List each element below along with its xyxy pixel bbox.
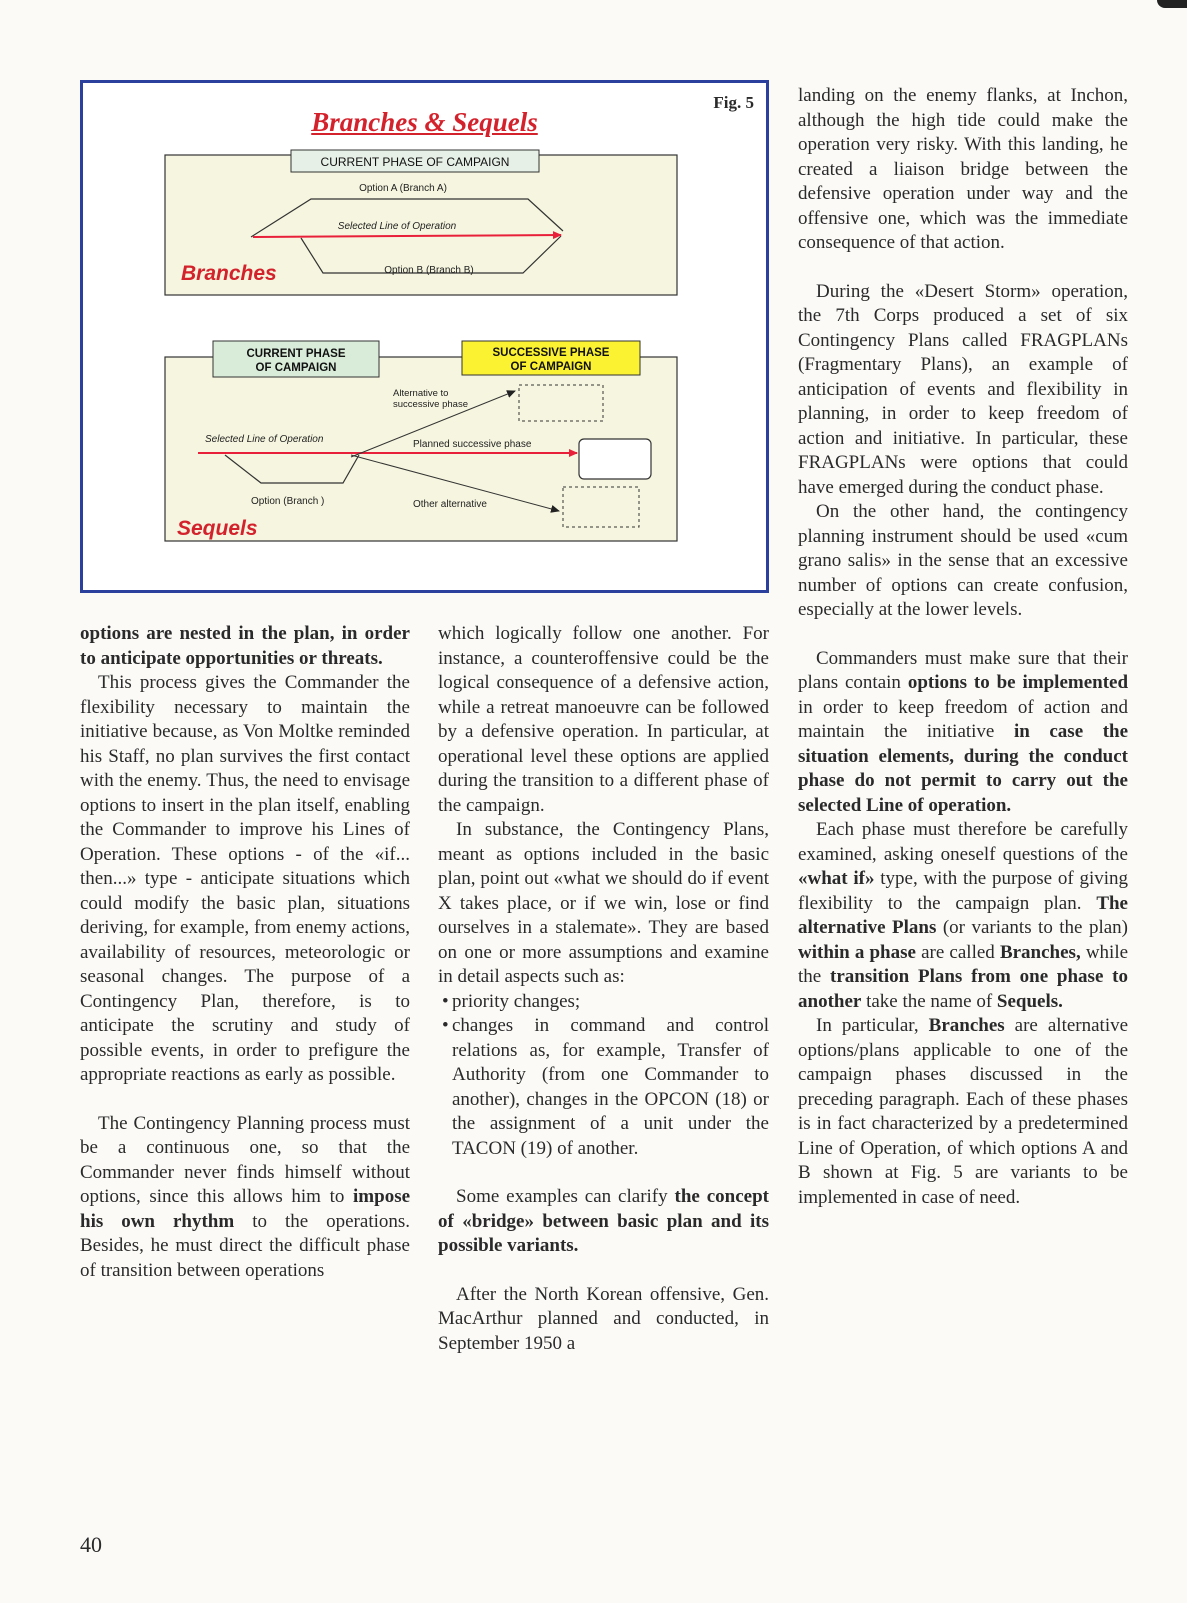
sequels-current-phase-line2: OF CAMPAIGN — [255, 362, 337, 374]
col1-paragraph-1: options are nested in the plan, in order to anticipate opportunities or threats. — [80, 623, 410, 669]
col3-paragraph-4: Commanders must make sure that their plans contain options to be implemented in order to keep freedom of action and maintain the initiative in case the situation elements, during the conduct phase do not permit to carry out the selected Line of operation. — [798, 647, 1129, 816]
alternative-label-line2: successive phase — [393, 399, 468, 410]
col3-paragraph-3: On the other hand, the contingency planning instrument should be used «cum grano salis» in the sense that an excessive number of options can create confusion, especially at the lower levels. — [798, 501, 1128, 620]
col1-paragraph-3: The Contingency Planning process must be a continuous one, so that the Commander never finds himself without options, since this allows him to impose his own rhythm to the operations. Besides, he must direct the difficult phase of transition between operations — [80, 1112, 411, 1281]
col2-paragraph-1: which logically follow one another. For instance, a counteroffensive could be the logical consequence of a defensive action, while a retreat manoeuvre can be followed by a defensive operation. In particular, at operational level these options are applied during the transition to a different phase of the campaign. — [438, 623, 769, 816]
option-b-label: Option B (Branch B) — [384, 265, 474, 276]
planned-successive-box — [579, 439, 651, 479]
successive-phase-line2: OF CAMPAIGN — [510, 361, 592, 373]
sequels-current-phase-line1: CURRENT PHASE — [246, 348, 346, 360]
text-column-1 — [80, 622, 410, 1283]
branches-section-label: Branches — [181, 262, 277, 285]
successive-phase-line1: SUCCESSIVE PHASE — [492, 347, 610, 359]
col2-paragraph-4: After the North Korean offensive, Gen. MacArthur planned and conducted, in September 1950 a — [438, 1283, 769, 1354]
sequels-selected-line-label: Selected Line of Operation — [205, 434, 324, 445]
text-column-2 — [438, 622, 769, 1356]
col3-paragraph-1: landing on the enemy flanks, at Inchon, although the high tide could make the operation very risky. With this landing, he created a liaison bridge between the defensive operation under way and the offensive one, which was the immediate consequence of that action. — [798, 85, 1128, 253]
col2-paragraph-2: In substance, the Contingency Plans, meant as options included in the basic plan, point out «what we should do if event X takes place, or if we win, lose or find ourselves in a stalemate». They are based on one or more assumptions and examine in detail aspects such as: — [438, 819, 769, 987]
list-item: • priority changes; — [438, 990, 769, 1015]
list-item: • changes in command and control relations as, for example, Transfer of Authority (from one Commander to another), changes in the OPCON (18) or the assignment of a unit under the TACON (19) of another. — [438, 1014, 769, 1161]
col2-bullet-list — [438, 990, 769, 1162]
branches-selected-line-label: Selected Line of Operation — [337, 221, 457, 232]
text-column-3 — [798, 84, 1128, 1210]
page-number: 40 — [80, 1532, 102, 1557]
alternative-label-line1: Alternative to — [393, 388, 449, 399]
figure-5 — [80, 80, 769, 593]
col2-paragraph-3: Some examples can clarify the concept of «bridge» between basic plan and its possible variants. — [438, 1186, 770, 1256]
col3-paragraph-2: During the «Desert Storm» operation, the 7th Corps produced a set of six Contingency Plans called FRAGPLANs (Fragmentary Plans), an example of anticipation of events and flexibility in planning, in order to keep freedom of action and initiative. In particular, these FRAGPLANs were options that could have emerged during the conduct phase. — [798, 280, 1128, 498]
col1-paragraph-2: This process gives the Commander the flexibility necessary to maintain the initiative because, as Von Moltke reminded his Staff, no plan survives the first contact with the enemy. Thus, the need to envisage options to insert in the plan itself, enabling the Commander to improve his Lines of Operation. These options - of the «if... then...» type - anticipate situations which could modify the basic plan, situations deriving, for example, from enemy actions, availability of resources, meteorologic or seasonal changes. The purpose of a Contingency Plan, therefore, is to anticipate the scrutiny and study of possible events, in order to prefigure the appropriate reactions as early as possible. — [80, 672, 410, 1085]
other-alternative-label: Other alternative — [413, 499, 487, 510]
col3-paragraph-5: Each phase must therefore be carefully examined, asking oneself questions of the «what if» type, with the purpose of giving flexibility to the campaign plan. The alternative Plans (or variants to the plan) within a phase are called Branches, while the transition Plans from one phase to another take the name of Sequels. — [798, 819, 1129, 1012]
figure-number: Fig. 5 — [713, 93, 754, 112]
option-a-label: Option A (Branch A) — [359, 183, 447, 194]
figure-title: Branches & Sequels — [311, 107, 538, 137]
branches-current-phase-label: CURRENT PHASE OF CAMPAIGN — [320, 155, 510, 169]
option-branch-label: Option (Branch ) — [251, 496, 325, 507]
branches-sequels-diagram — [83, 83, 766, 590]
sequels-section-label: Sequels — [177, 517, 258, 540]
col3-paragraph-6: In particular, Branches are alternative options/plans applicable to one of the campaign phases discussed in the preceding paragraph. Each of these phases is in fact characterized by a predetermined Line of Operation, of which options A and B shown at Fig. 5 are variants to be implemented in case of need. — [798, 1015, 1129, 1208]
corner-mark — [1157, 0, 1187, 8]
planned-successive-label: Planned successive phase — [413, 439, 532, 450]
